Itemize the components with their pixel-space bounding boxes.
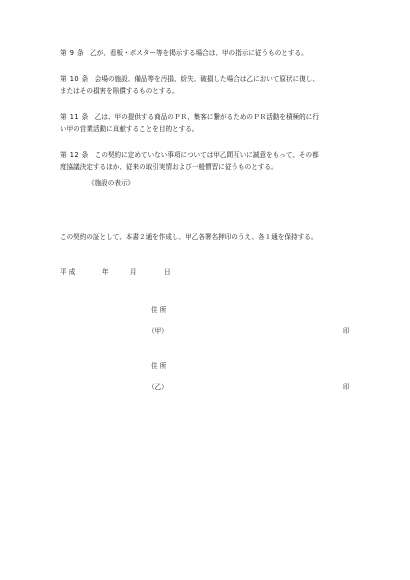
article-text-continued: い甲の営業活動に貢献することを目的とする。: [60, 125, 199, 133]
article-number: 第 10 条: [60, 75, 89, 83]
article-number: 第 11 条: [60, 113, 89, 121]
party-b-name-label: （乙）: [148, 383, 168, 391]
article-11: [60, 111, 360, 135]
date-month: 月: [130, 268, 137, 276]
party-a-address-label: 住 所: [151, 306, 167, 314]
article-list: [60, 47, 360, 187]
article-text: この契約に定めていない事項については甲乙間互いに誠意をもって、その都: [94, 151, 319, 159]
witness-clause: この契約の証として、本書２通を作成し、甲乙各署名押印のうえ、各１通を保持する。: [60, 233, 318, 241]
article-text-continued: 度協議決定するほか、従来の取引実情および一般慣習に従うものとする。: [60, 163, 278, 171]
article-text: 会場の施設、備品等を汚損、紛失、破損した場合は乙において原状に復し、: [94, 75, 319, 83]
date-day: 日: [164, 268, 171, 276]
facility-label: 《施設の表示》: [88, 179, 135, 187]
article-10: [60, 73, 360, 97]
article-text: 乙は、甲の提供する商品のＰＲ、集客に繋がるためのＰＲ活動を積極的に行: [94, 113, 319, 121]
article-number: 第 12 条: [60, 151, 89, 159]
article-12: [60, 149, 360, 173]
party-b-address-label: 住 所: [151, 362, 167, 370]
article-text: 乙が、看板・ポスター等を掲示する場合は、甲の指示に従うものとする。: [90, 49, 308, 57]
date-era: 平 成: [60, 268, 76, 276]
article-text-continued: またはその損害を賠償するものとする。: [60, 87, 179, 95]
party-a-seal: 印: [343, 327, 350, 335]
party-a-name-label: （甲）: [148, 327, 168, 335]
date-year: 年: [102, 268, 109, 276]
article-number: 第 9 条: [60, 49, 85, 57]
article-9: [60, 47, 360, 59]
party-b-seal: 印: [343, 383, 350, 391]
